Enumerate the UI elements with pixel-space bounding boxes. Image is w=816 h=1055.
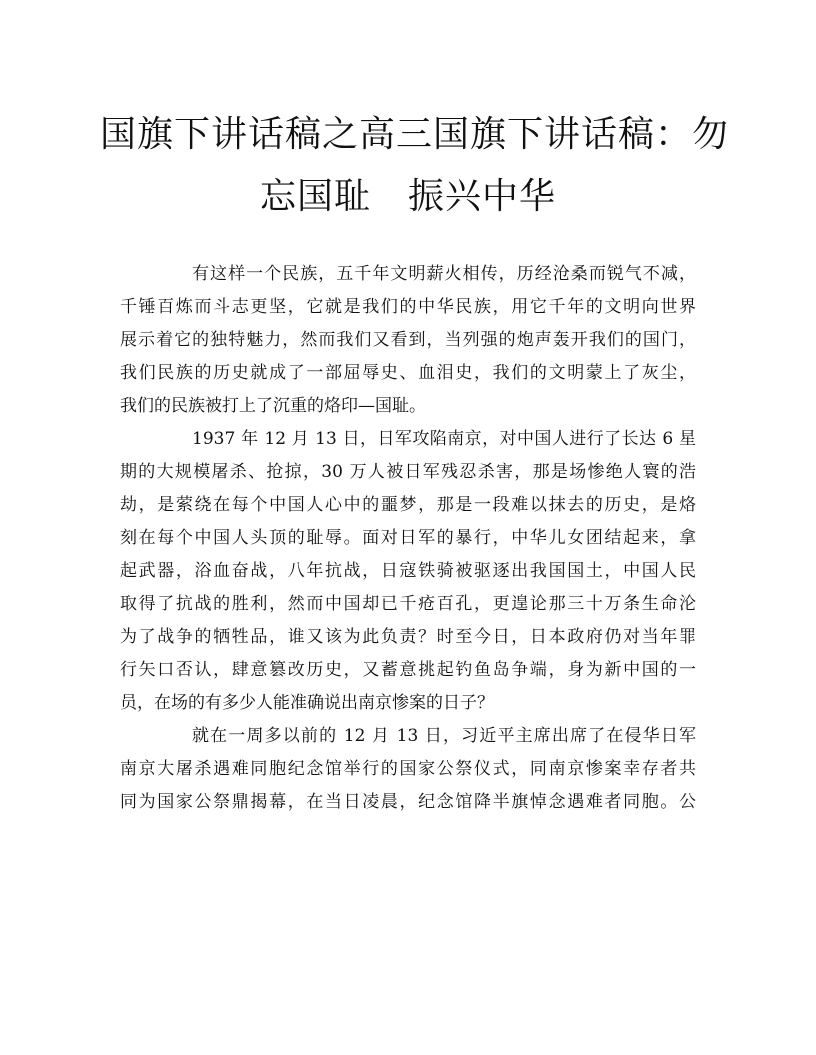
paragraph-line: 展示着它的独特魅力，然而我们又看到，当列强的炮声轰开我们的国门， — [120, 330, 696, 350]
paragraph-1 — [120, 258, 696, 423]
paragraph-line: 行矢口否认，肆意篡改历史，又蓄意挑起钓鱼岛争端，身为新中国的一 — [120, 660, 696, 680]
paragraph-line: 千锤百炼而斗志更坚，它就是我们的中华民族，用它千年的文明向世界 — [120, 297, 696, 317]
paragraph-line: 期的大规模屠杀、抢掠，30 万人被日军残忍杀害，那是场惨绝人寰的浩 — [120, 462, 696, 482]
paragraph-line: 我们民族的历史就成了一部屈辱史、血泪史，我们的文明蒙上了灰尘， — [120, 363, 696, 383]
document-title — [100, 104, 730, 228]
paragraph-line: 有这样一个民族，五千年文明薪火相传，历经沧桑而锐气不减， — [192, 264, 696, 284]
paragraph-line: 劫，是萦绕在每个中国人心中的噩梦，那是一段难以抹去的历史，是烙 — [120, 495, 696, 515]
paragraph-line: 取得了抗战的胜利，然而中国却已千疮百孔，更遑论那三十万条生命沦 — [120, 594, 696, 614]
paragraph-line: 就在一周多以前的 12 月 13 日，习近平主席出席了在侵华日军 — [192, 726, 696, 746]
paragraph-line: 我们的民族被打上了沉重的烙印—国耻。 — [120, 396, 426, 416]
document-body — [120, 258, 696, 819]
paragraph-line: 员，在场的有多少人能准确说出南京惨案的日子？ — [120, 693, 494, 713]
paragraph-line: 同为国家公祭鼎揭幕，在当日凌晨，纪念馆降半旗悼念遇难者同胞。公 — [120, 792, 696, 812]
paragraph-3 — [120, 720, 696, 819]
paragraph-line: 起武器，浴血奋战，八年抗战，日寇铁骑被驱逐出我国国土，中国人民 — [120, 561, 696, 581]
paragraph-line: 刻在每个中国人头顶的耻辱。面对日军的暴行，中华儿女团结起来，拿 — [120, 528, 696, 548]
paragraph-line: 为了战争的牺牲品，谁又该为此负责？时至今日，日本政府仍对当年罪 — [120, 627, 696, 647]
title-line-1: 国旗下讲话稿之高三国旗下讲话稿：勿 — [100, 114, 730, 155]
paragraph-line: 1937 年 12 月 13 日，日军攻陷南京，对中国人进行了长达 6 星 — [192, 429, 696, 449]
title-line-2: 忘国耻 振兴中华 — [259, 176, 556, 217]
paragraph-2 — [120, 423, 696, 720]
paragraph-line: 南京大屠杀遇难同胞纪念馆举行的国家公祭仪式，同南京惨案幸存者共 — [120, 759, 696, 779]
